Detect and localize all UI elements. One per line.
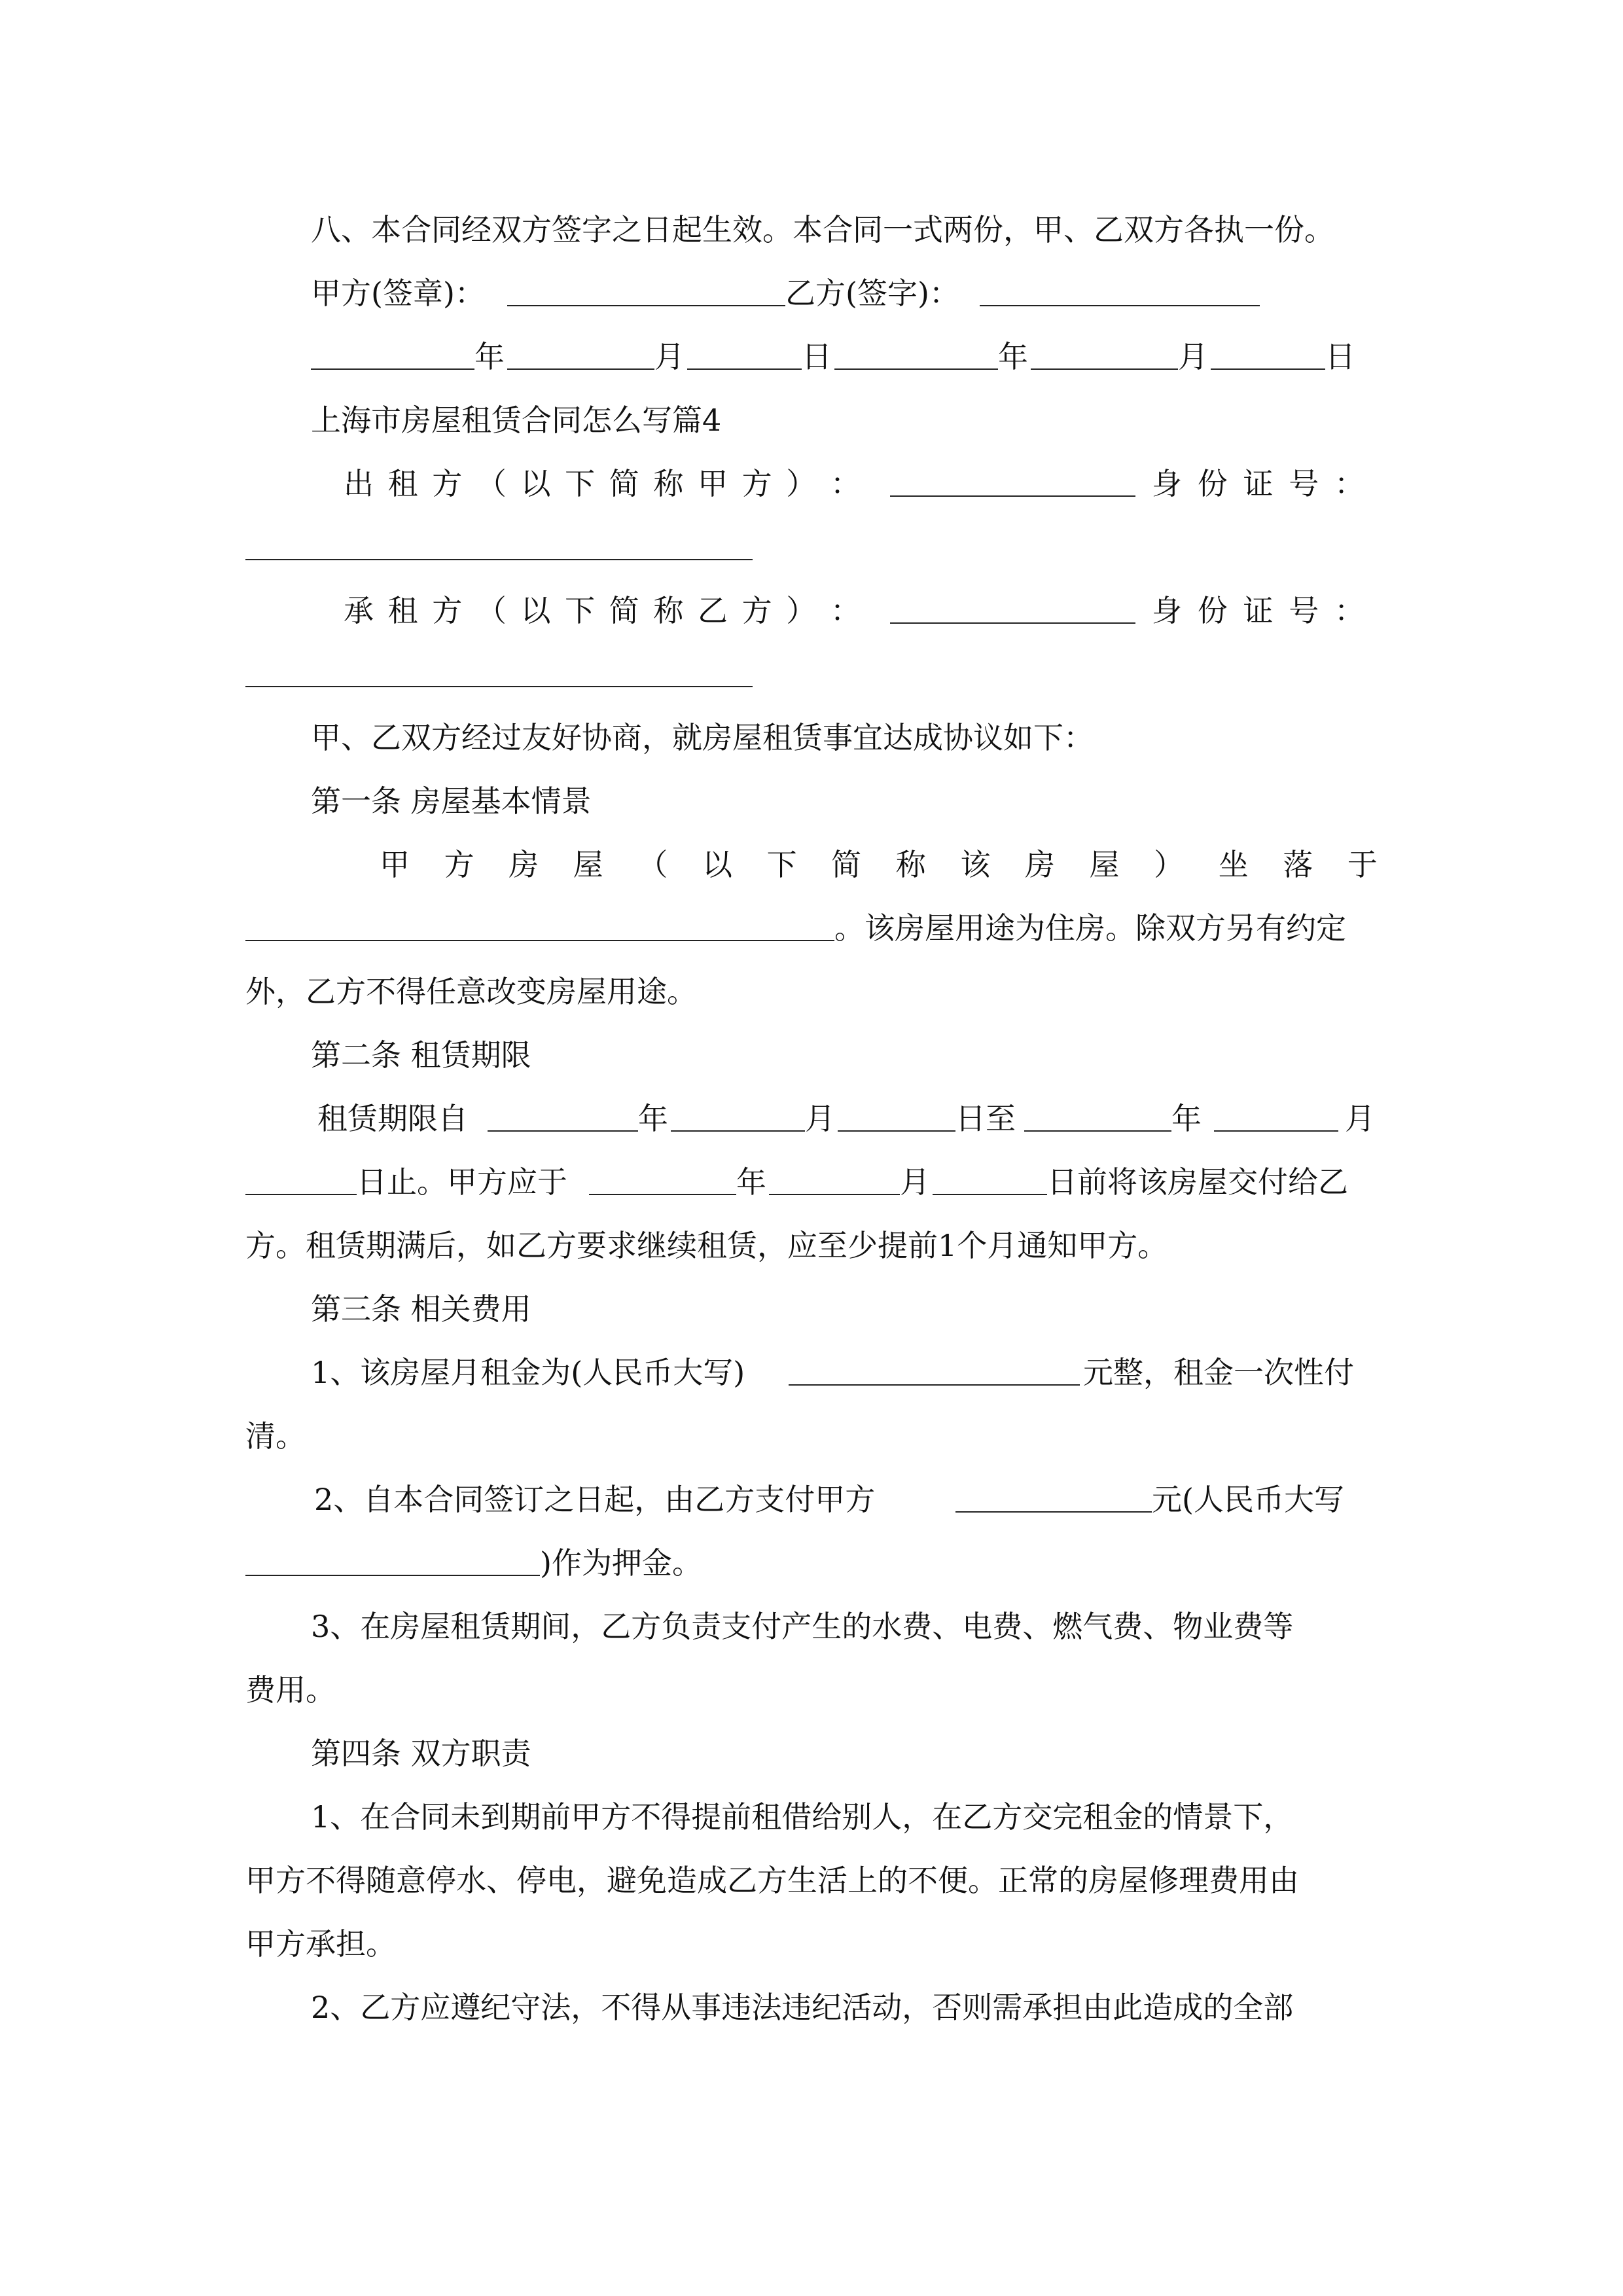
property-address-blank: [245, 940, 834, 941]
duty-1-line-3: [0, 1912, 1623, 1976]
lessee-id-label: 身 份 证 号 ：: [1152, 593, 1364, 628]
rent-label: 1、该房屋月租金为(人民币大写): [311, 1355, 745, 1390]
year-label: 年: [474, 339, 505, 374]
delivery-text: 日前将该房屋交付给乙: [1047, 1164, 1348, 1200]
duty-1-text-end: 甲方承担。: [245, 1926, 396, 1962]
rent-line: [0, 1341, 1623, 1405]
renewal-text: 方。租赁期满后，如乙方要求继续租赁，应至少提前1个月通知甲方。: [245, 1228, 1168, 1263]
lessee-label: 承 租 方 （ 以 下 简 称 乙 方 ） ：: [344, 593, 861, 628]
article-1-restriction-text: 外，乙方不得任意改变房屋用途。: [245, 974, 697, 1009]
lessor-label: 出 租 方 （ 以 下 简 称 甲 方 ） ：: [344, 466, 861, 501]
article-3-title-text: 第三条 相关费用: [311, 1291, 531, 1327]
end-month-blank: [1214, 1130, 1338, 1132]
lease-term-line-3: [0, 1214, 1623, 1278]
day-label: 日: [1325, 339, 1355, 374]
lessee-id-line: [0, 643, 1623, 706]
delivery-day-blank: [933, 1194, 1047, 1195]
utilities-text: 3、在房屋租赁期间，乙方负责支付产生的水费、电费、燃气费、物业费等: [311, 1609, 1294, 1644]
clause-8-text: 八、本合同经双方签字之日起生效。本合同一式两份，甲、乙双方各执一份。: [311, 212, 1334, 247]
duty-2-text: 2、乙方应遵纪守法，不得从事违法违纪活动，否则需承担由此造成的全部: [311, 1990, 1294, 2025]
lessor-name-blank: [890, 495, 1135, 497]
month-blank: [507, 368, 654, 370]
deposit-label: 2、自本合同签订之日起，由乙方支付甲方: [314, 1482, 876, 1517]
delivery-month-blank: [769, 1194, 900, 1195]
lessee-line: [0, 579, 1623, 643]
party-b-signature-blank: [980, 305, 1260, 306]
lease-to-label: 日至: [955, 1101, 1016, 1136]
deposit-line: [0, 1468, 1623, 1532]
lease-from-label: 租赁期限自: [317, 1101, 468, 1136]
day-label: 日: [802, 339, 832, 374]
article-1-title-text: 第一条 房屋基本情景: [311, 783, 592, 819]
clause-8: [0, 198, 1623, 262]
section-title-text: 上海市房屋租赁合同怎么写篇4: [311, 403, 722, 438]
day-blank: [1211, 368, 1325, 370]
article-1-usage-text: 。该房屋用途为住房。除双方另有约定: [834, 910, 1346, 946]
month-label: 月: [654, 339, 685, 374]
day-blank: [687, 368, 802, 370]
article-1-line-2: [0, 897, 1623, 960]
utilities-line: [0, 1595, 1623, 1659]
end-day-blank: [245, 1194, 357, 1195]
lessor-id-line: [0, 516, 1623, 579]
rent-suffix: 元整，租金一次性付: [1083, 1355, 1354, 1390]
lessee-id-blank: [245, 686, 753, 687]
start-day-blank: [838, 1130, 955, 1132]
party-a-signature-label: 甲方(签章)：: [311, 276, 485, 311]
lease-end-text: 日止。甲方应于: [357, 1164, 567, 1200]
duty-2-line-1: [0, 1976, 1623, 2039]
deposit-line-2: [0, 1532, 1623, 1595]
delivery-year-blank: [589, 1194, 736, 1195]
duty-1-line-1: [0, 1785, 1623, 1849]
duty-1-line-2: [0, 1849, 1623, 1912]
duty-1-text: 1、在合同未到期前甲方不得提前租借给别人，在乙方交完租金的情景下，: [311, 1799, 1294, 1835]
start-year-blank: [488, 1130, 638, 1132]
article-2-title: [0, 1024, 1623, 1087]
rent-amount-blank: [789, 1384, 1080, 1386]
deposit-end-text: )作为押金。: [540, 1545, 702, 1581]
deposit-words-blank: [245, 1575, 540, 1576]
month-label: 月: [1178, 339, 1208, 374]
rent-line-2: [0, 1405, 1623, 1468]
month-blank: [1031, 368, 1178, 370]
month-label: 月: [900, 1164, 930, 1200]
year-label: 年: [1171, 1101, 1202, 1136]
article-4-title-text: 第四条 双方职责: [311, 1736, 531, 1771]
year-label: 年: [736, 1164, 766, 1200]
start-month-blank: [671, 1130, 805, 1132]
article-4-title: [0, 1722, 1623, 1785]
lease-term-line-1: [0, 1087, 1623, 1151]
lessee-name-blank: [890, 622, 1135, 624]
signature-date-line: [0, 325, 1623, 389]
month-label: 月: [1345, 1101, 1375, 1136]
utilities-end-text: 费用。: [245, 1672, 336, 1708]
lease-term-line-2: [0, 1151, 1623, 1214]
section-title: [0, 389, 1623, 452]
year-label: 年: [998, 339, 1028, 374]
end-year-blank: [1024, 1130, 1171, 1132]
lessor-id-blank: [245, 559, 753, 560]
article-2-title-text: 第二条 租赁期限: [311, 1037, 531, 1073]
intro: [0, 706, 1623, 770]
month-label: 月: [805, 1101, 835, 1136]
utilities-line-2: [0, 1659, 1623, 1722]
article-1-line-3: [0, 960, 1623, 1024]
intro-text: 甲、乙双方经过友好协商，就房屋租赁事宜达成协议如下：: [311, 720, 1094, 755]
signature-line: [0, 262, 1623, 325]
deposit-amount-blank: [955, 1511, 1152, 1513]
lessor-id-label: 身 份 证 号 ：: [1152, 466, 1364, 501]
duty-1-text-cont: 甲方不得随意停水、停电，避免造成乙方生活上的不便。正常的房屋修理费用由: [245, 1863, 1299, 1898]
lessor-line: [0, 452, 1623, 516]
deposit-suffix: 元(人民币大写: [1152, 1482, 1344, 1517]
article-1-title: [0, 770, 1623, 833]
article-1-location-label: 甲 方 房 屋 （ 以 下 简 称 该 房 屋 ） 坐 落 于: [380, 847, 1378, 882]
year-blank: [311, 368, 474, 370]
party-b-signature-label: 乙方(签字)：: [785, 276, 959, 311]
party-a-signature-blank: [507, 305, 785, 306]
year-label: 年: [638, 1101, 668, 1136]
article-3-title: [0, 1278, 1623, 1341]
rent-end-text: 清。: [245, 1418, 306, 1454]
article-1-line-1: [0, 833, 1623, 897]
year-blank: [834, 368, 998, 370]
